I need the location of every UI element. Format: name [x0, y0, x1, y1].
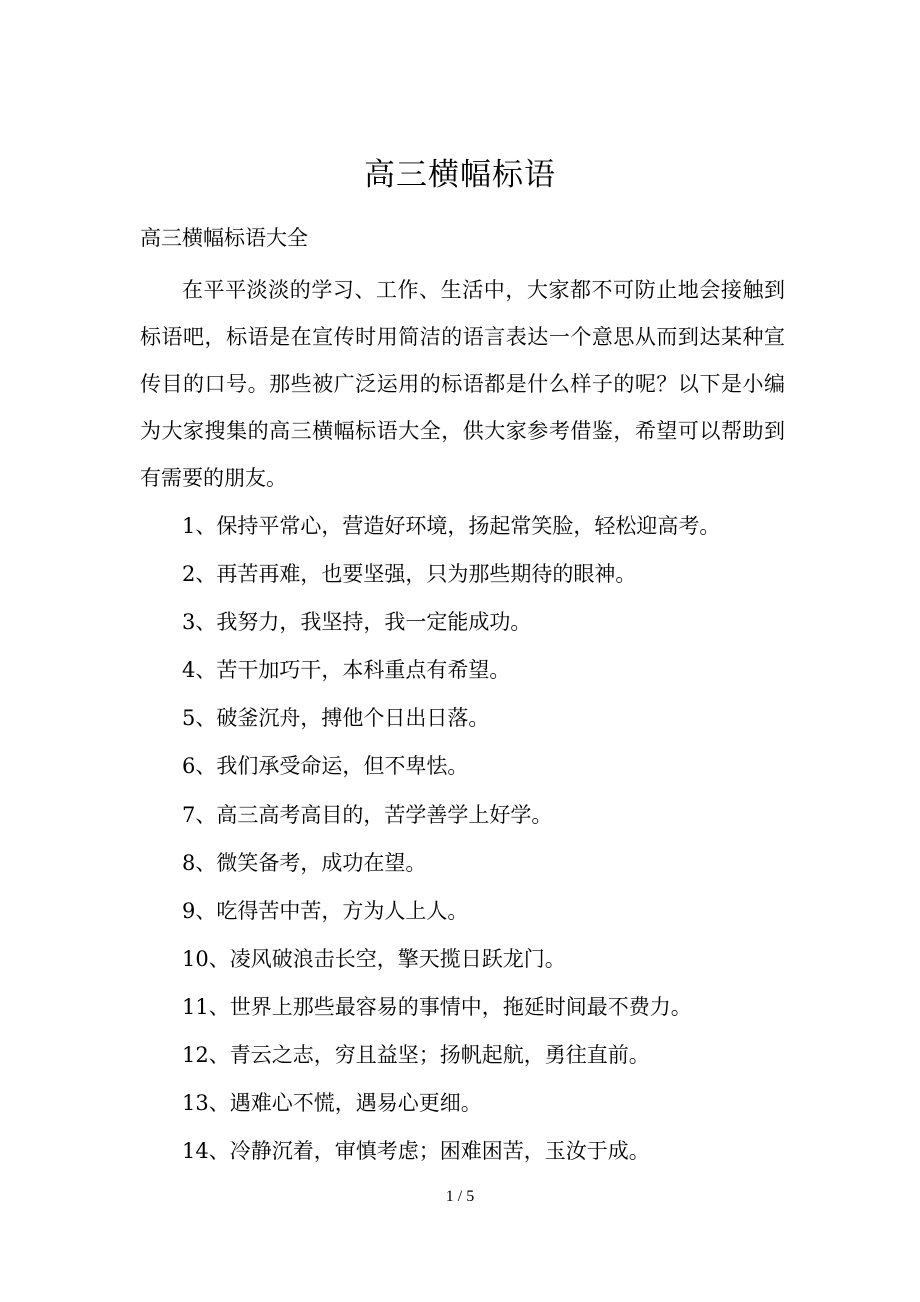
slogan-item: 4、苦干加巧干，本科重点有希望。 [182, 658, 511, 683]
slogan-item: 9、吃得苦中苦，方为人上人。 [182, 898, 469, 923]
slogan-item: 12、青云之志，穷且益坚；扬帆起航，勇往直前。 [182, 1043, 650, 1068]
slogan-item: 3、我努力，我坚持，我一定能成功。 [182, 610, 532, 635]
slogan-list [182, 508, 720, 1181]
slogan-item: 13、遇难心不慌，遇易心更细。 [182, 1091, 482, 1116]
slogan-item: 11、世界上那些最容易的事情中，拖延时间最不费力。 [182, 994, 692, 1019]
page-title: 高三横幅标语 [364, 157, 556, 193]
intro-paragraph: 在平平淡淡的学习、工作、生活中，大家都不可防止地会接触到标语吧，标语是在宣传时用简洁的语言表达一个意思从而到达某种宣传目的口号。那些被广泛运用的标语都是什么样子的呢？以下是小编为大家搜集的高三横幅标语大全，供大家参考借鉴，希望可以帮助到有需要的朋友。 [140, 278, 785, 490]
slogan-item: 2、再苦再难，也要坚强，只为那些期待的眼神。 [182, 562, 637, 587]
slogan-item: 5、破釜沉舟，搏他个日出日落。 [182, 706, 490, 731]
slogan-item: 6、我们承受命运，但不卑怯。 [182, 754, 469, 779]
slogan-item: 10、凌风破浪击长空，擎天揽日跃龙门。 [182, 946, 566, 971]
slogan-item: 1、保持平常心，营造好环境，扬起常笑脸，轻松迎高考。 [182, 514, 721, 538]
document-subtitle: 高三横幅标语大全 [140, 226, 308, 250]
slogan-item: 14、冷静沉着，审慎考虑；困难困苦，玉汝于成。 [182, 1139, 650, 1164]
page-number: 1 / 5 [445, 1188, 475, 1205]
slogan-item: 8、微笑备考，成功在望。 [182, 850, 427, 875]
slogan-item: 7、高三高考高目的，苦学善学上好学。 [182, 802, 553, 827]
